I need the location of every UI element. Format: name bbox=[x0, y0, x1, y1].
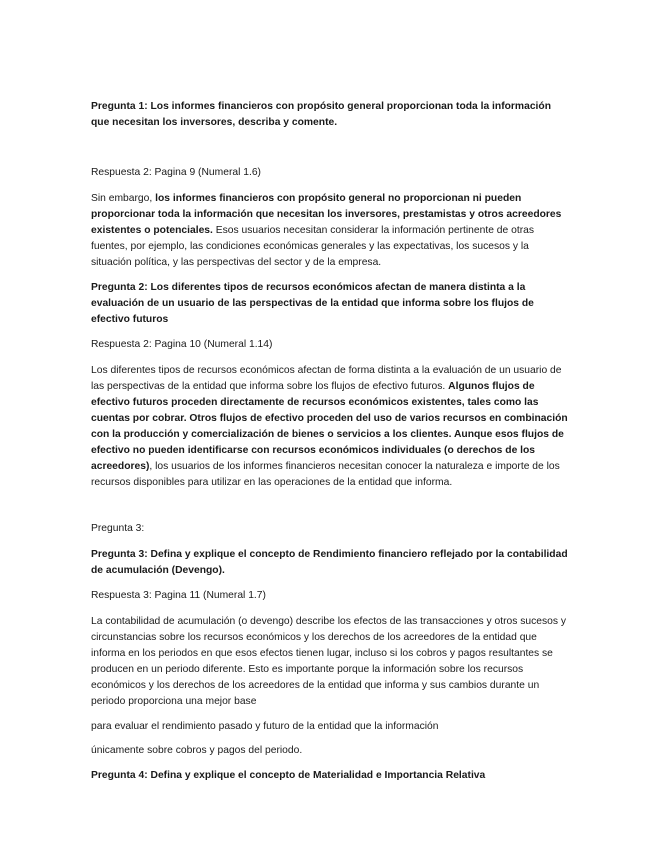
answer-2-text-plain: Los diferentes tipos de recursos económicos afectan de forma distinta a la evaluación de un usuario de las perspectivas de la entidad que informa sobre los flujos de efectivo futuros. bbox=[91, 365, 562, 392]
answer-1-text-plain: Sin embargo, bbox=[91, 193, 156, 204]
question-4: Pregunta 4: Defina y explique el concepto de Materialidad e Importancia Relativa bbox=[91, 770, 486, 781]
answer-2-text-bold: Algunos flujos de efectivo futuros proceden directamente de recursos económicos existentes, tales como las cuentas por cobrar. Otros flujos de efectivo proceden del uso de varios recursos en combinación con la producción y comercialización de bienes o servicios a los clientes. Aunque esos flujos de efectivo no pueden identificarse con recursos económicos individuales (o derechos de los acreedores) bbox=[91, 381, 568, 472]
answer-3-paragraph: La contabilidad de acumulación (o devengo) describe los efectos de las transacciones y otros sucesos y circunstancias sobre los recursos económicos y los derechos de los acreedores de la entidad que informa en los periodos en que esos efectos tienen lugar, incluso si los cobros y pagos resultantes se producen en un periodo diferente. Esto es importante porque la información sobre los recursos económicos y los derechos de los acreedores de la entidad que informa y sus cambios durante un periodo proporciona una mejor base bbox=[91, 616, 567, 707]
answer-2-paragraph bbox=[91, 363, 571, 491]
answer-3-continuation: para evaluar el rendimiento pasado y futuro de la entidad que la información bbox=[91, 721, 439, 732]
answer-3-ending: únicamente sobre cobros y pagos del periodo. bbox=[91, 745, 303, 756]
answer-2-text-rest: , los usuarios de los informes financieros necesitan conocer la naturaleza e importe de los recursos disponibles para utilizar en las operaciones de la entidad que informa. bbox=[91, 461, 560, 488]
document-body bbox=[91, 99, 571, 784]
answer-2-reference: Respuesta 2: Pagina 10 (Numeral 1.14) bbox=[91, 339, 273, 350]
question-3: Pregunta 3: Defina y explique el concepto de Rendimiento financiero reflejado por la contabilidad de acumulación (Devengo). bbox=[91, 549, 568, 576]
answer-1-paragraph bbox=[91, 191, 571, 271]
question-2: Pregunta 2: Los diferentes tipos de recursos económicos afectan de manera distinta a la evaluación de un usuario de las perspectivas de la entidad que informa sobre los flujos de efectivo futuros bbox=[91, 282, 534, 325]
answer-3-reference: Respuesta 3: Pagina 11 (Numeral 1.7) bbox=[91, 590, 266, 601]
answer-1-reference: Respuesta 2: Pagina 9 (Numeral 1.6) bbox=[91, 167, 261, 178]
question-3-label: Pregunta 3: bbox=[91, 523, 145, 534]
answer-1-text-bold: los informes financieros con propósito general no proporcionan ni pueden proporcionar toda la información que necesitan los inversores, prestamistas y otros acreedores existentes o potenciales. bbox=[91, 193, 562, 236]
answer-1-text-rest: Esos usuarios necesitan considerar la información pertinente de otras fuentes, por ejemplo, las condiciones económicas generales y las expectativas, los sucesos y la situación política, y las perspectivas del sector y de la empresa. bbox=[91, 225, 535, 268]
question-1: Pregunta 1: Los informes financieros con propósito general proporcionan toda la información que necesitan los inversores, describa y comente. bbox=[91, 101, 551, 128]
